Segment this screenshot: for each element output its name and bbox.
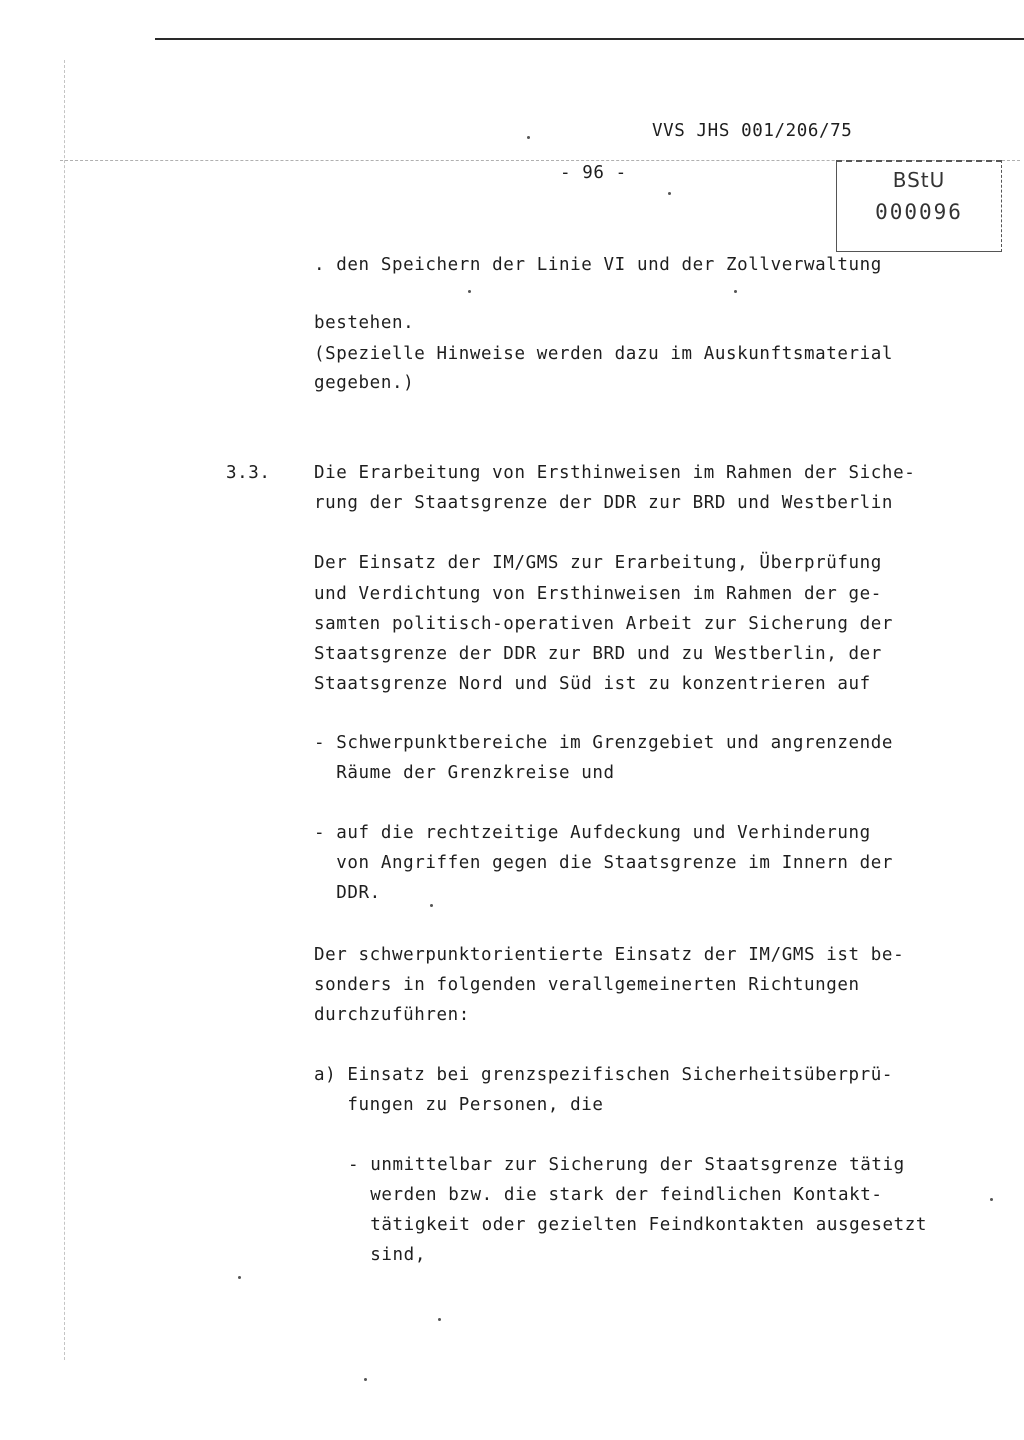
scan-speck [364,1378,367,1381]
text-line: Staatsgrenze der DDR zur BRD und zu Westberlin, der [314,644,882,664]
section-heading-line: Die Erarbeitung von Ersthinweisen im Rahmen der Siche- [314,463,916,483]
text-line: Staatsgrenze Nord und Süd ist zu konzentrieren auf [314,674,871,694]
left-margin-edge [64,60,65,1360]
scan-speck [438,1318,441,1321]
section-number: 3.3. [226,463,271,483]
scan-speck [990,1198,993,1201]
sub-bullet-line: sind, [348,1245,426,1265]
list-item-line: fungen zu Personen, die [314,1095,604,1115]
bullet-line: DDR. [314,883,381,903]
sub-bullet-line: werden bzw. die stark der feindlichen Kontakt- [348,1185,883,1205]
text-line: Der schwerpunktorientierte Einsatz der IM/GMS ist be- [314,945,905,965]
scan-speck [468,290,471,293]
list-item-line: a) Einsatz bei grenzspezifischen Sicherheitsüberprü- [314,1065,894,1085]
stamp-number: 000096 [875,200,963,224]
bullet-line: - Schwerpunktbereiche im Grenzgebiet und angrenzende [314,733,894,753]
text-line: samten politisch-operativen Arbeit zur Sicherung der [314,614,894,634]
stamp-label: BStU [892,168,946,192]
text-line: und Verdichtung von Ersthinweisen im Rahmen der ge- [314,584,882,604]
text-line: (Spezielle Hinweise werden dazu im Auskunftsmaterial [314,344,894,364]
text-line: Der Einsatz der IM/GMS zur Erarbeitung, Überprüfung [314,553,882,573]
scan-speck [430,904,433,907]
archive-stamp [836,160,1002,252]
sub-bullet-line: tätigkeit oder gezielten Feindkontakten ausgesetzt [348,1215,928,1235]
text-line: bestehen. [314,313,415,333]
scan-speck [668,192,671,195]
text-line: gegeben.) [314,373,415,393]
scan-speck [527,136,530,139]
scan-speck [734,290,737,293]
bullet-line: von Angriffen gegen die Staatsgrenze im Innern der [314,853,894,873]
sub-bullet-line: - unmittelbar zur Sicherung der Staatsgrenze tätig [348,1155,905,1175]
text-line: durchzuführen: [314,1005,470,1025]
bullet-line: - auf die rechtzeitige Aufdeckung und Verhinderung [314,823,871,843]
text-line: sonders in folgenden verallgemeinerten Richtungen [314,975,860,995]
bullet-line: Räume der Grenzkreise und [314,763,615,783]
top-rule [155,38,1024,40]
scan-speck [238,1276,241,1279]
section-heading-line: rung der Staatsgrenze der DDR zur BRD und Westberlin [314,493,894,513]
document-reference: VVS JHS 001/206/75 [652,121,853,141]
text-line: . den Speichern der Linie VI und der Zollverwaltung [314,255,882,275]
page-number: - 96 - [560,163,627,183]
